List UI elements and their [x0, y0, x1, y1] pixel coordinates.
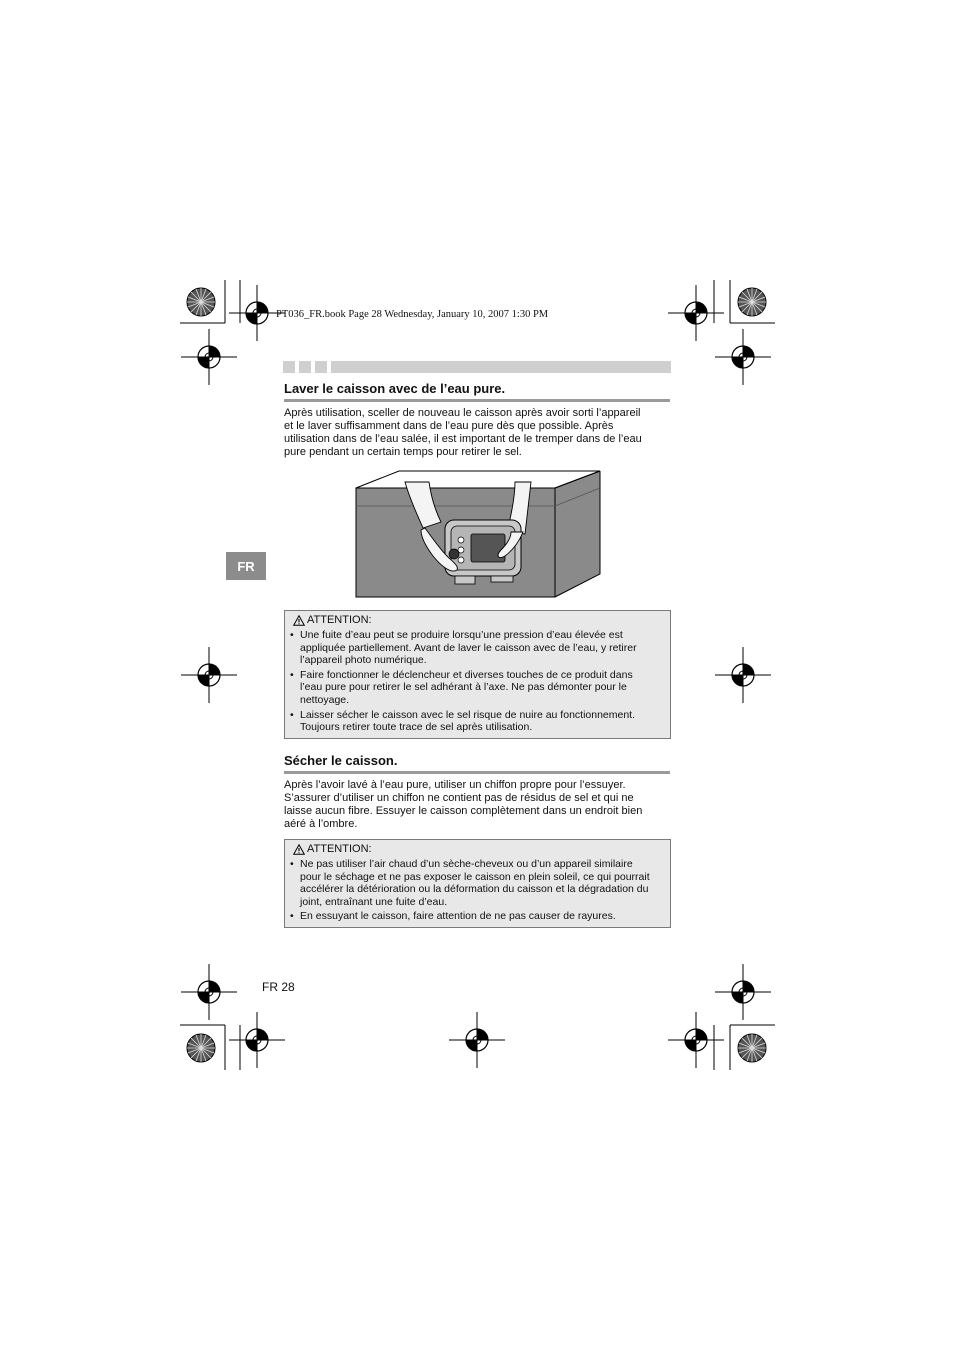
- attention-line: accélérer la détérioration ou la déformation du caisson et la dégradation du: [300, 883, 649, 896]
- attention-line: appliquée partiellement. Avant de laver le caisson avec de l’eau, y retirer: [300, 641, 637, 654]
- paragraph-line: utilisation dans de l’eau salée, il est important de le tremper dans de l’eau: [284, 433, 642, 445]
- paragraph-line: laisse aucun fibre. Essuyer le caisson complètement dans un endroit bien: [284, 805, 643, 817]
- starburst-top-right: [738, 288, 766, 316]
- starburst-bottom-right: [738, 1034, 766, 1062]
- paragraph-line: S’assurer d’utiliser un chiffon ne contient pas de résidus de sel et qui ne: [284, 792, 634, 804]
- page-number: FR 28: [262, 980, 295, 994]
- crosshair: [668, 285, 724, 341]
- starburst-bottom-left: [187, 1034, 215, 1062]
- section-bar: [283, 361, 671, 373]
- attention-line: Une fuite d’eau peut se produire lorsqu’une pression d’eau élevée est: [300, 629, 623, 641]
- paragraph-secher: [284, 779, 670, 831]
- paragraph-line: pure pendant un certain temps pour retirer le sel.: [284, 446, 522, 458]
- crosshair: [668, 1012, 724, 1068]
- washing-illustration: [355, 470, 601, 598]
- language-tab: FR: [226, 552, 266, 580]
- section-bar-fill: [331, 361, 671, 373]
- attention-box-wash: [284, 610, 671, 739]
- crosshair: [715, 647, 771, 703]
- starburst-top-left: [187, 288, 215, 316]
- attention-line: l’appareil photo numérique.: [300, 654, 427, 667]
- attention-line: Toujours retirer toute trace de sel après utilisation.: [300, 721, 533, 734]
- crosshair: [181, 964, 237, 1020]
- paragraph-laver: [284, 407, 670, 459]
- crosshair: [715, 964, 771, 1020]
- attention-list: [285, 629, 670, 736]
- attention-line: Ne pas utiliser l’air chaud d’un sèche-cheveux ou d’un appareil similaire: [300, 858, 633, 870]
- heading-rule: [284, 399, 670, 402]
- attention-label: ATTENTION:: [307, 843, 372, 855]
- warning-triangle-icon: [293, 615, 305, 626]
- paragraph-line: aéré à l’ombre.: [284, 818, 358, 830]
- section-square: [283, 361, 295, 373]
- section-square: [315, 361, 327, 373]
- crosshair: [181, 647, 237, 703]
- section-heading-secher: Sécher le caisson.: [284, 753, 398, 768]
- attention-line: nettoyage.: [300, 693, 350, 706]
- attention-item: • Une fuite d’eau peut se produire lorsqu’une pression d’eau élevée est appliquée partiellement. Avant de laver le caisson avec de l’eau, y retirer l’appareil photo numérique.: [285, 629, 670, 667]
- crosshair: [181, 329, 237, 385]
- attention-list: [285, 858, 670, 925]
- section-heading-laver: Laver le caisson avec de l’eau pure.: [284, 381, 506, 396]
- crosshair: [715, 329, 771, 385]
- paragraph-line: Après l’avoir lavé à l’eau pure, utiliser un chiffon propre pour l’essuyer.: [284, 779, 626, 791]
- attention-item: • Faire fonctionner le déclencheur et diverses touches de ce produit dans l’eau pure pour retirer le sel adhérant à l’axe. Ne pas démonter pour le nettoyage.: [285, 669, 670, 707]
- section-square: [299, 361, 311, 373]
- attention-title: [293, 614, 372, 627]
- attention-title: [293, 843, 372, 856]
- attention-item: • En essuyant le caisson, faire attention de ne pas causer de rayures.: [285, 910, 670, 923]
- attention-item: • Laisser sécher le caisson avec le sel risque de nuire au fonctionnement. Toujours retirer toute trace de sel après utilisation.: [285, 709, 670, 734]
- attention-line: Faire fonctionner le déclencheur et diverses touches de ce produit dans: [300, 668, 633, 681]
- attention-box-dry: [284, 839, 671, 928]
- attention-label: ATTENTION:: [307, 614, 372, 626]
- crosshair: [229, 1012, 285, 1068]
- attention-line: pour le séchage et ne pas exposer le caisson en plein soleil, ce qui pourrait: [300, 870, 650, 883]
- attention-line: l’eau pure pour retirer le sel adhérant à l’axe. Ne pas démonter pour le: [300, 681, 627, 694]
- warning-triangle-icon: [293, 844, 305, 855]
- paragraph-line: et le laver suffisamment dans de l’eau pure dès que possible. Après: [284, 420, 614, 432]
- attention-item: • Ne pas utiliser l’air chaud d’un sèche-cheveux ou d’un appareil similaire pour le séchage et ne pas exposer le caisson en plein soleil, ce qui pourrait accélérer la détérioration ou la déformation du caisson et la dégradation du joint, entraînant une fuite d’eau.: [285, 858, 670, 908]
- attention-line: En essuyant le caisson, faire attention de ne pas causer de rayures.: [300, 910, 616, 923]
- paragraph-line: Après utilisation, sceller de nouveau le caisson après avoir sorti l’appareil: [284, 407, 641, 419]
- crosshair: [449, 1012, 505, 1068]
- print-header: PT036_FR.book Page 28 Wednesday, January 10, 2007 1:30 PM: [276, 309, 549, 320]
- attention-line: joint, entraînant une fuite d’eau.: [300, 895, 448, 908]
- heading-rule: [284, 771, 670, 774]
- attention-line: Laisser sécher le caisson avec le sel risque de nuire au fonctionnement.: [300, 708, 636, 721]
